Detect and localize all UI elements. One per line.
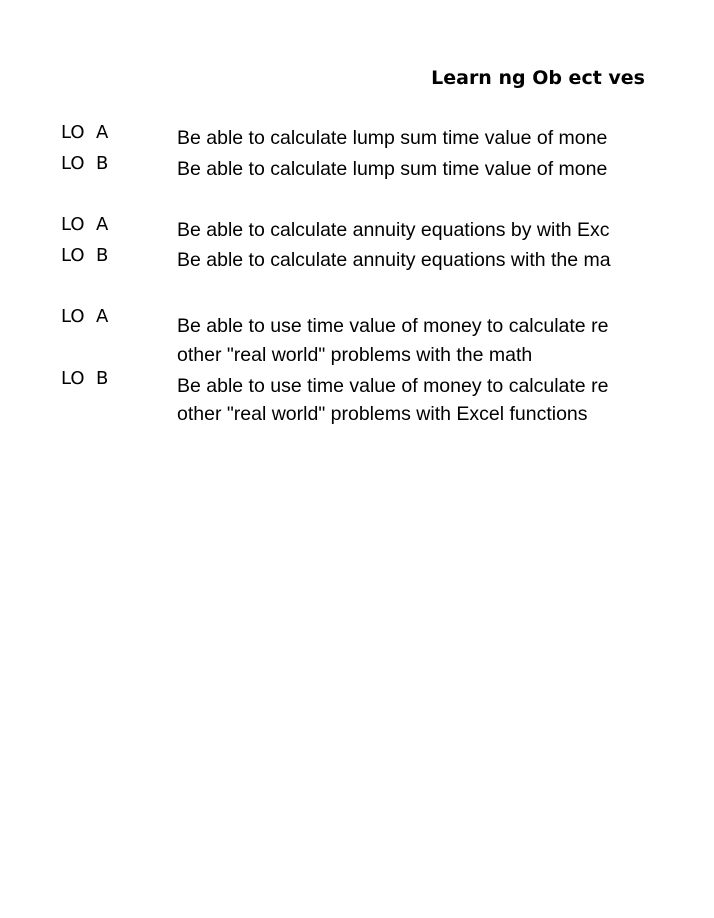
objective-text-line: Be able to calculate annuity equations with the ma [177, 249, 611, 271]
objective-text-line: Be able to calculate lump sum time value of mone [177, 127, 608, 149]
objective-text [177, 219, 649, 241]
objective-code: LO A [61, 122, 109, 143]
objective-text [177, 312, 649, 370]
objective-text-line: other "real world" problems with the math [177, 344, 533, 366]
objective-text-line: Be able to use time value of money to calculate re [177, 375, 609, 397]
objective-text-line: Be able to calculate annuity equations by with Exc [177, 219, 610, 241]
objective-text-line: Be able to use time value of money to calculate re [177, 315, 609, 337]
objective-code: LO A [61, 214, 109, 235]
objective-text [177, 372, 649, 428]
objective-code: LO B [61, 153, 109, 174]
objective-text-line: Be able to calculate lump sum time value of mone [177, 158, 608, 180]
page-title: Learn ng Ob ect ves [431, 67, 645, 89]
objective-code: LO B [61, 245, 109, 266]
objective-text-line: other "real world" problems with Excel functions [177, 403, 588, 425]
objective-code: LO A [61, 306, 109, 327]
objective-code: LO B [61, 368, 109, 389]
objective-text [177, 158, 649, 180]
objective-text [177, 249, 649, 271]
objective-text [177, 127, 649, 149]
